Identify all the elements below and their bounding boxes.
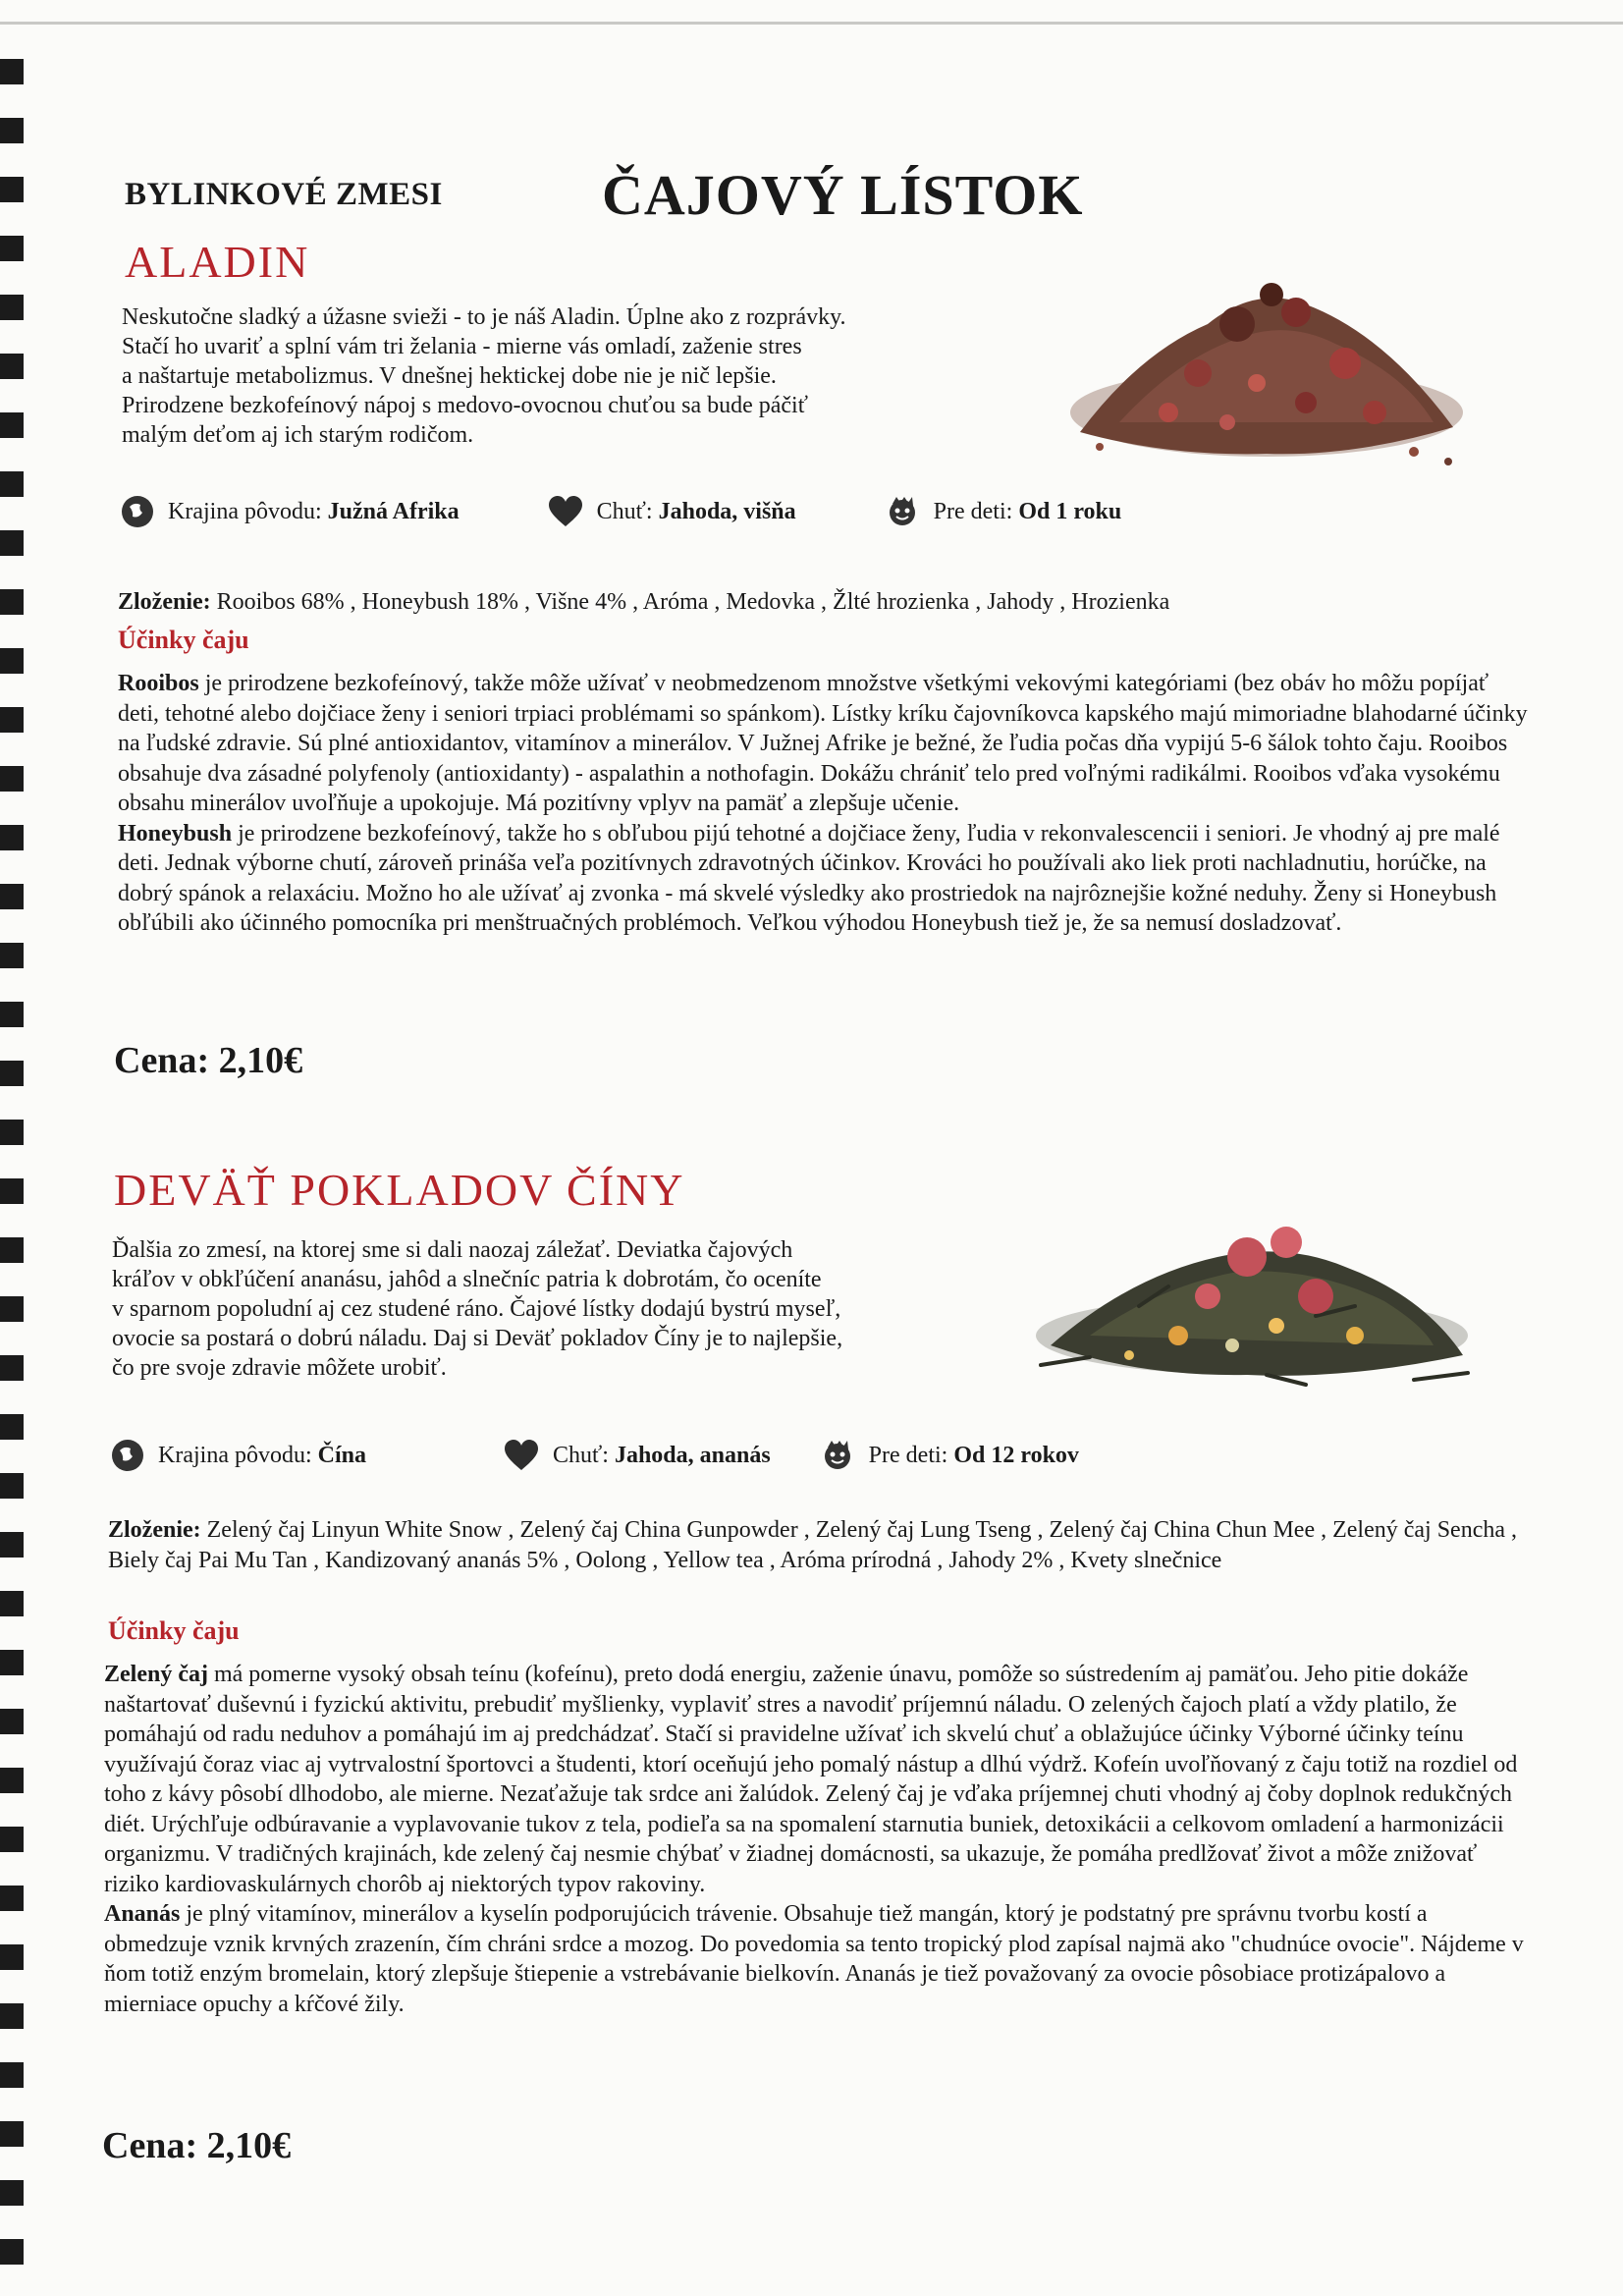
tea-meta-devat-pokladov-ciny (111, 1438, 1167, 1473)
tea-name-devat-pokladov-ciny: DEVÄŤ POKLADOV ČÍNY (114, 1165, 685, 1215)
heart-icon (504, 1439, 539, 1472)
intro-line: v sparnom popoludní aj cez studené ráno. Čajové lístky dodajú bystrú myseľ, (112, 1296, 841, 1322)
intro-line: Prirodzene bezkofeínový nápoj s medovo-ovocnou chuťou sa bude páčiť (122, 393, 808, 418)
section-label: BYLINKOVÉ ZMESI (125, 177, 443, 212)
effects-heading-devat-pokladov-ciny: Účinky čaju (108, 1616, 240, 1645)
tea-image-aladin (1060, 265, 1473, 481)
effects-devat-pokladov-ciny (104, 1660, 1528, 2019)
tea-intro-aladin (122, 302, 1005, 450)
tea-meta-aladin (121, 494, 1210, 529)
intro-line: Neskutočne sladký a úžasne svieži - to je náš Aladin. Úplne ako z rozprávky. (122, 304, 846, 330)
globe-icon (111, 1439, 144, 1472)
effect-paragraph: Honeybush je prirodzene bezkofeínový, takže ho s obľubou pijú tehotné a dojčiace ženy, ľudia v rekonvalescencii i seniori. Je vhodný aj pre malé deti. Jednak výborne chutí, zároveň prináša veľa pozitívnych zdravotných účinkov. Krováci ho používali ako liek proti nachladnutiu, horúčke, na dobrý spánok a relaxáciu. Možno ho ale užívať aj zvonka - má skvelé výsledky ako prostriedok na najrôznejšie kožné neduhy. Ženy si Honeybush obľúbili ako účinného pomocníka pri menštruačných problémoch. Veľkou výhodou Honeybush tiež je, že sa nemusí dosladzovať. (118, 820, 1500, 936)
intro-line: kráľov v obkľúčení ananásu, jahôd a slnečníc patria k dobrotám, čo oceníte (112, 1267, 822, 1292)
effect-paragraph: Zelený čaj má pomerne vysoký obsah teínu (kofeínu), preto dodá energiu, zaženie únavu, pomôže so sústredením aj pamäťou. Jeho pitie dokáže naštartovať duševnú i fyzickú aktivitu, prebudiť myšlienky, vyplaviť stres a navodiť príjemnú náladu. O zelených čajoch platí a vždy platilo, že pomáhajú od radu neduhov a pomáhajú im aj predchádzať. Stačí si pravidelne užívať ich skvelú chuť a oblažujúce účinky Výborné účinky teínu využívajú čoraz viac aj vytrvalostní športovci a študenti, ktorí oceňujú jeho pomalý nástup a dlhú výdrž. Kofeín uvoľňovaný z čaju totiž na rozdiel od toho z kávy pôsobí dlhodobo, ale mierne. Nezaťažuje tak srdce ani žalúdok. Zelený čaj je vďaka príjemnej chuti vhodný aj čoby doplnok redukčných diét. Urýchľuje odbúravanie a vyplavovanie tukov z tela, podieľa sa na spomalení starnutia buniek, detoxikácii a celkovom omladení a harmonizácii organizmu. V tradičných krajinách, kde zelený čaj nesmie chýbať v žiadnej domácnosti, sa ukazuje, že pomáha predlžovať život a môže znižovať riziko kardiovaskulárnych chorôb aj niektorých typov rakoviny. (104, 1662, 1518, 1897)
child-face-icon (820, 1438, 855, 1473)
effect-paragraph: Rooibos je prirodzene bezkofeínový, takže môže užívať v neobmedzenom množstve všetkými vekovými kategóriami (bez obáv ho môžu popíjať deti, tehotné alebo dojčiace ženy i seniori trpiaci problémami so spánkom). Lístky kríku čajovníkovca kapského majú mimoriadne blahodarné účinky na ľudské zdravie. Sú plné antioxidantov, vitamínov a minerálov. V Južnej Afrike je bežné, že ľudia počas dňa vypijú 5-6 šálok tohto čaju. Rooibos obsahuje dva zásadné polyfenoly (antioxidanty) - aspalathin a nothofagin. Dokážu chrániť telo pred voľnými radikálmi. Rooibos vďaka vysokému obsahu minerálov uvoľňuje a upokojuje. Má pozitívny vplyv na pamäť a zlepšuje učenie. (118, 671, 1528, 816)
page-top-edge (0, 22, 1623, 25)
effect-paragraph: Ananás je plný vitamínov, minerálov a kyselín podporujúcich trávenie. Obsahuje tiež mangán, ktorý je podstatný pre správnu tvorbu kostí a obmedzuje vznik krvných zrazenín, čím chráni srdce a mozog. Do povedomia sa tento tropický plod zapísal najmä ako "chudnúce ovocie". Nájdeme v ňom totiž enzým bromelain, ktorý zlepšuje štiepenie a vstrebávanie bielkovín. Ananás je tiež považovaný za ovocie pôsobiace protizápalovo a mierniace opuchy a kŕčové žily. (104, 1901, 1524, 2017)
origin-info: Krajina pôvodu: Čína (111, 1439, 366, 1472)
intro-line: a naštartuje metabolizmus. V dnešnej hektickej dobe nie je nič lepšie. (122, 363, 777, 389)
kids-info: Pre deti: Od 1 roku (885, 494, 1122, 529)
price-aladin: Cena: 2,10€ (114, 1040, 303, 1081)
price-devat-pokladov-ciny: Cena: 2,10€ (102, 2125, 292, 2166)
effects-heading-aladin: Účinky čaju (118, 626, 249, 654)
composition-devat-pokladov-ciny: Zloženie: Zelený čaj Linyun White Snow , Zelený čaj China Gunpowder , Zelený čaj Lung Tseng , Zelený čaj China Chun Mee , Zelený čaj Sencha , Biely čaj Pai Mu Tan , Kandizovaný ananás 5% , Oolong , Yellow tea , Aróma prírodná , Jahody 2% , Kvety slnečnice (108, 1517, 1518, 1573)
bleed-through-ghost (1178, 177, 1190, 218)
heart-icon (548, 495, 583, 528)
effects-aladin (118, 669, 1532, 939)
taste-info: Chuť: Jahoda, višňa (548, 495, 796, 528)
kids-info: Pre deti: Od 12 rokov (820, 1438, 1079, 1473)
globe-icon (121, 495, 154, 528)
taste-info: Chuť: Jahoda, ananás (504, 1439, 771, 1472)
tea-name-aladin: ALADIN (125, 237, 310, 287)
spiral-binding (0, 59, 24, 2278)
intro-line: čo pre svoje zdravie môžete urobiť. (112, 1355, 447, 1381)
intro-line: Stačí ho uvariť a splní vám tri želania - mierne vás omladí, zaženie stres (122, 334, 802, 359)
composition-aladin: Zloženie: Rooibos 68% , Honeybush 18% , Višne 4% , Aróma , Medovka , Žlté hrozienka , Jahody , Hrozienka (118, 589, 1170, 615)
tea-image-devat-pokladov-ciny (1021, 1188, 1483, 1404)
intro-line: ovocie sa postará o dobrú náladu. Daj si Deväť pokladov Číny je to najlepšie, (112, 1326, 843, 1351)
child-face-icon (885, 494, 920, 529)
page-title: ČAJOVÝ LÍSTOK (602, 163, 1084, 227)
intro-line: malým deťom aj ich starým rodičom. (122, 422, 474, 448)
origin-info: Krajina pôvodu: Južná Afrika (121, 495, 460, 528)
intro-line: Ďalšia zo zmesí, na ktorej sme si dali naozaj záležať. Deviatka čajových (112, 1237, 793, 1263)
tea-intro-devat-pokladov-ciny (112, 1235, 996, 1383)
